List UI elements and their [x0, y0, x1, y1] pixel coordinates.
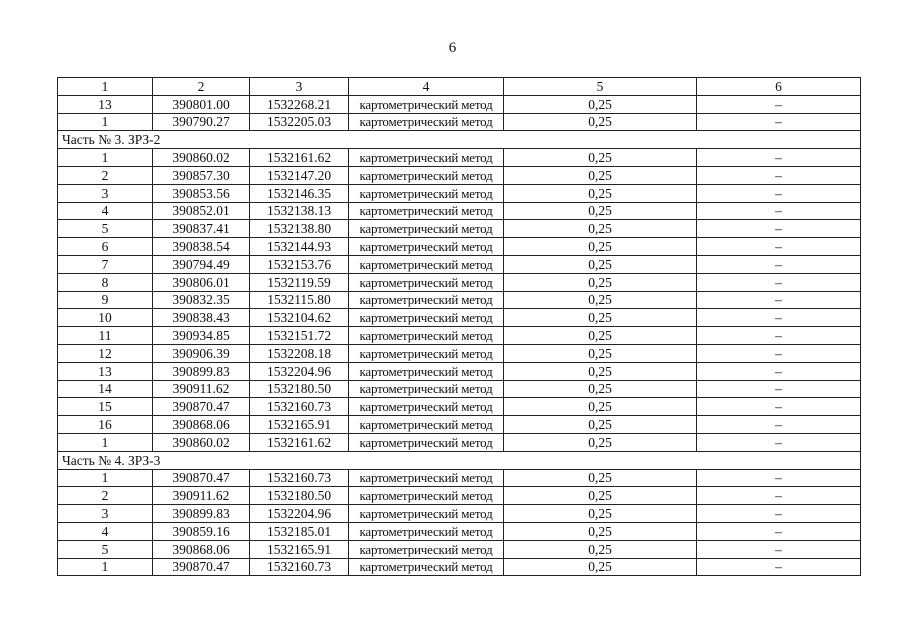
x-coordinate-cell: 390832.35 — [153, 291, 250, 309]
notes-cell: – — [697, 362, 861, 380]
table-row — [58, 184, 861, 202]
header-cell: 6 — [697, 78, 861, 96]
method-cell: картометрический метод — [349, 380, 504, 398]
method-cell: картометрический метод — [349, 149, 504, 167]
accuracy-cell: 0,25 — [504, 469, 697, 487]
accuracy-cell: 0,25 — [504, 344, 697, 362]
accuracy-cell: 0,25 — [504, 149, 697, 167]
method-cell: картометрический метод — [349, 487, 504, 505]
table-row — [58, 344, 861, 362]
y-coordinate-cell: 1532165.91 — [250, 416, 349, 434]
y-coordinate-cell: 1532160.73 — [250, 398, 349, 416]
x-coordinate-cell: 390870.47 — [153, 469, 250, 487]
x-coordinate-cell: 390794.49 — [153, 255, 250, 273]
table-row — [58, 362, 861, 380]
table-body — [58, 78, 861, 576]
method-cell: картометрический метод — [349, 505, 504, 523]
x-coordinate-cell: 390838.43 — [153, 309, 250, 327]
notes-cell: – — [697, 344, 861, 362]
x-coordinate-cell: 390853.56 — [153, 184, 250, 202]
point-number-cell: 4 — [58, 202, 153, 220]
point-number-cell: 1 — [58, 149, 153, 167]
accuracy-cell: 0,25 — [504, 220, 697, 238]
point-number-cell: 9 — [58, 291, 153, 309]
method-cell: картометрический метод — [349, 202, 504, 220]
notes-cell: – — [697, 540, 861, 558]
point-number-cell: 13 — [58, 362, 153, 380]
notes-cell: – — [697, 469, 861, 487]
notes-cell: – — [697, 95, 861, 113]
point-number-cell: 2 — [58, 166, 153, 184]
method-cell: картометрический метод — [349, 113, 504, 131]
notes-cell: – — [697, 487, 861, 505]
x-coordinate-cell: 390899.83 — [153, 362, 250, 380]
y-coordinate-cell: 1532119.59 — [250, 273, 349, 291]
x-coordinate-cell: 390790.27 — [153, 113, 250, 131]
notes-cell: – — [697, 273, 861, 291]
notes-cell: – — [697, 558, 861, 576]
table-row — [58, 95, 861, 113]
y-coordinate-cell: 1532180.50 — [250, 380, 349, 398]
accuracy-cell: 0,25 — [504, 255, 697, 273]
method-cell: картометрический метод — [349, 255, 504, 273]
accuracy-cell: 0,25 — [504, 166, 697, 184]
point-number-cell: 1 — [58, 558, 153, 576]
method-cell: картометрический метод — [349, 309, 504, 327]
table-row — [58, 291, 861, 309]
point-number-cell: 10 — [58, 309, 153, 327]
header-cell: 3 — [250, 78, 349, 96]
method-cell: картометрический метод — [349, 327, 504, 345]
notes-cell: – — [697, 309, 861, 327]
notes-cell: – — [697, 149, 861, 167]
method-cell: картометрический метод — [349, 344, 504, 362]
x-coordinate-cell: 390868.06 — [153, 540, 250, 558]
method-cell: картометрический метод — [349, 166, 504, 184]
table-header-row — [58, 78, 861, 96]
notes-cell: – — [697, 238, 861, 256]
point-number-cell: 3 — [58, 184, 153, 202]
x-coordinate-cell: 390934.85 — [153, 327, 250, 345]
y-coordinate-cell: 1532161.62 — [250, 433, 349, 451]
y-coordinate-cell: 1532268.21 — [250, 95, 349, 113]
header-cell: 1 — [58, 78, 153, 96]
accuracy-cell: 0,25 — [504, 184, 697, 202]
point-number-cell: 13 — [58, 95, 153, 113]
method-cell: картометрический метод — [349, 416, 504, 434]
table-row — [58, 273, 861, 291]
method-cell: картометрический метод — [349, 220, 504, 238]
table-row — [58, 309, 861, 327]
x-coordinate-cell: 390860.02 — [153, 149, 250, 167]
notes-cell: – — [697, 291, 861, 309]
point-number-cell: 7 — [58, 255, 153, 273]
point-number-cell: 6 — [58, 238, 153, 256]
x-coordinate-cell: 390868.06 — [153, 416, 250, 434]
point-number-cell: 5 — [58, 540, 153, 558]
method-cell: картометрический метод — [349, 522, 504, 540]
y-coordinate-cell: 1532204.96 — [250, 362, 349, 380]
x-coordinate-cell: 390899.83 — [153, 505, 250, 523]
y-coordinate-cell: 1532144.93 — [250, 238, 349, 256]
y-coordinate-cell: 1532104.62 — [250, 309, 349, 327]
y-coordinate-cell: 1532138.80 — [250, 220, 349, 238]
point-number-cell: 8 — [58, 273, 153, 291]
x-coordinate-cell: 390860.02 — [153, 433, 250, 451]
page-number: 6 — [448, 40, 457, 56]
y-coordinate-cell: 1532204.96 — [250, 505, 349, 523]
notes-cell: – — [697, 505, 861, 523]
x-coordinate-cell: 390906.39 — [153, 344, 250, 362]
y-coordinate-cell: 1532185.01 — [250, 522, 349, 540]
y-coordinate-cell: 1532147.20 — [250, 166, 349, 184]
y-coordinate-cell: 1532151.72 — [250, 327, 349, 345]
accuracy-cell: 0,25 — [504, 380, 697, 398]
notes-cell: – — [697, 380, 861, 398]
coordinates-table — [57, 77, 861, 576]
table-row — [58, 220, 861, 238]
point-number-cell: 4 — [58, 522, 153, 540]
header-cell: 4 — [349, 78, 504, 96]
table-row — [58, 469, 861, 487]
table-row — [58, 487, 861, 505]
table-row — [58, 255, 861, 273]
y-coordinate-cell: 1532146.35 — [250, 184, 349, 202]
point-number-cell: 14 — [58, 380, 153, 398]
notes-cell: – — [697, 522, 861, 540]
y-coordinate-cell: 1532205.03 — [250, 113, 349, 131]
section-label: Часть № 4. ЗРЗ-3 — [58, 451, 861, 469]
point-number-cell: 5 — [58, 220, 153, 238]
header-cell: 2 — [153, 78, 250, 96]
accuracy-cell: 0,25 — [504, 398, 697, 416]
method-cell: картометрический метод — [349, 362, 504, 380]
notes-cell: – — [697, 113, 861, 131]
method-cell: картометрический метод — [349, 398, 504, 416]
table-row — [58, 540, 861, 558]
section-header-row — [58, 451, 861, 469]
y-coordinate-cell: 1532161.62 — [250, 149, 349, 167]
method-cell: картометрический метод — [349, 433, 504, 451]
table-row — [58, 238, 861, 256]
table-row — [58, 380, 861, 398]
point-number-cell: 2 — [58, 487, 153, 505]
x-coordinate-cell: 390911.62 — [153, 380, 250, 398]
notes-cell: – — [697, 416, 861, 434]
y-coordinate-cell: 1532115.80 — [250, 291, 349, 309]
accuracy-cell: 0,25 — [504, 327, 697, 345]
table-row — [58, 416, 861, 434]
point-number-cell: 11 — [58, 327, 153, 345]
accuracy-cell: 0,25 — [504, 505, 697, 523]
x-coordinate-cell: 390859.16 — [153, 522, 250, 540]
x-coordinate-cell: 390870.47 — [153, 558, 250, 576]
accuracy-cell: 0,25 — [504, 309, 697, 327]
method-cell: картометрический метод — [349, 540, 504, 558]
table-row — [58, 327, 861, 345]
x-coordinate-cell: 390801.00 — [153, 95, 250, 113]
table-row — [58, 433, 861, 451]
accuracy-cell: 0,25 — [504, 95, 697, 113]
header-cell: 5 — [504, 78, 697, 96]
y-coordinate-cell: 1532160.73 — [250, 469, 349, 487]
accuracy-cell: 0,25 — [504, 238, 697, 256]
notes-cell: – — [697, 220, 861, 238]
table-row — [58, 522, 861, 540]
y-coordinate-cell: 1532180.50 — [250, 487, 349, 505]
y-coordinate-cell: 1532165.91 — [250, 540, 349, 558]
accuracy-cell: 0,25 — [504, 362, 697, 380]
notes-cell: – — [697, 166, 861, 184]
accuracy-cell: 0,25 — [504, 273, 697, 291]
table-row — [58, 398, 861, 416]
notes-cell: – — [697, 202, 861, 220]
y-coordinate-cell: 1532160.73 — [250, 558, 349, 576]
accuracy-cell: 0,25 — [504, 540, 697, 558]
accuracy-cell: 0,25 — [504, 433, 697, 451]
x-coordinate-cell: 390806.01 — [153, 273, 250, 291]
method-cell: картометрический метод — [349, 558, 504, 576]
point-number-cell: 3 — [58, 505, 153, 523]
table-row — [58, 113, 861, 131]
y-coordinate-cell: 1532153.76 — [250, 255, 349, 273]
table-row — [58, 166, 861, 184]
point-number-cell: 12 — [58, 344, 153, 362]
accuracy-cell: 0,25 — [504, 522, 697, 540]
x-coordinate-cell: 390911.62 — [153, 487, 250, 505]
table-row — [58, 558, 861, 576]
table-row — [58, 202, 861, 220]
x-coordinate-cell: 390857.30 — [153, 166, 250, 184]
table-row — [58, 149, 861, 167]
x-coordinate-cell: 390837.41 — [153, 220, 250, 238]
method-cell: картометрический метод — [349, 184, 504, 202]
method-cell: картометрический метод — [349, 291, 504, 309]
section-label: Часть № 3. ЗРЗ-2 — [58, 131, 861, 149]
accuracy-cell: 0,25 — [504, 416, 697, 434]
accuracy-cell: 0,25 — [504, 113, 697, 131]
method-cell: картометрический метод — [349, 238, 504, 256]
point-number-cell: 1 — [58, 113, 153, 131]
notes-cell: – — [697, 184, 861, 202]
notes-cell: – — [697, 327, 861, 345]
table-row — [58, 505, 861, 523]
method-cell: картометрический метод — [349, 95, 504, 113]
x-coordinate-cell: 390870.47 — [153, 398, 250, 416]
method-cell: картометрический метод — [349, 469, 504, 487]
accuracy-cell: 0,25 — [504, 487, 697, 505]
point-number-cell: 1 — [58, 433, 153, 451]
section-header-row — [58, 131, 861, 149]
point-number-cell: 1 — [58, 469, 153, 487]
method-cell: картометрический метод — [349, 273, 504, 291]
accuracy-cell: 0,25 — [504, 291, 697, 309]
notes-cell: – — [697, 255, 861, 273]
notes-cell: – — [697, 433, 861, 451]
accuracy-cell: 0,25 — [504, 202, 697, 220]
y-coordinate-cell: 1532138.13 — [250, 202, 349, 220]
point-number-cell: 15 — [58, 398, 153, 416]
accuracy-cell: 0,25 — [504, 558, 697, 576]
x-coordinate-cell: 390852.01 — [153, 202, 250, 220]
point-number-cell: 16 — [58, 416, 153, 434]
y-coordinate-cell: 1532208.18 — [250, 344, 349, 362]
x-coordinate-cell: 390838.54 — [153, 238, 250, 256]
notes-cell: – — [697, 398, 861, 416]
